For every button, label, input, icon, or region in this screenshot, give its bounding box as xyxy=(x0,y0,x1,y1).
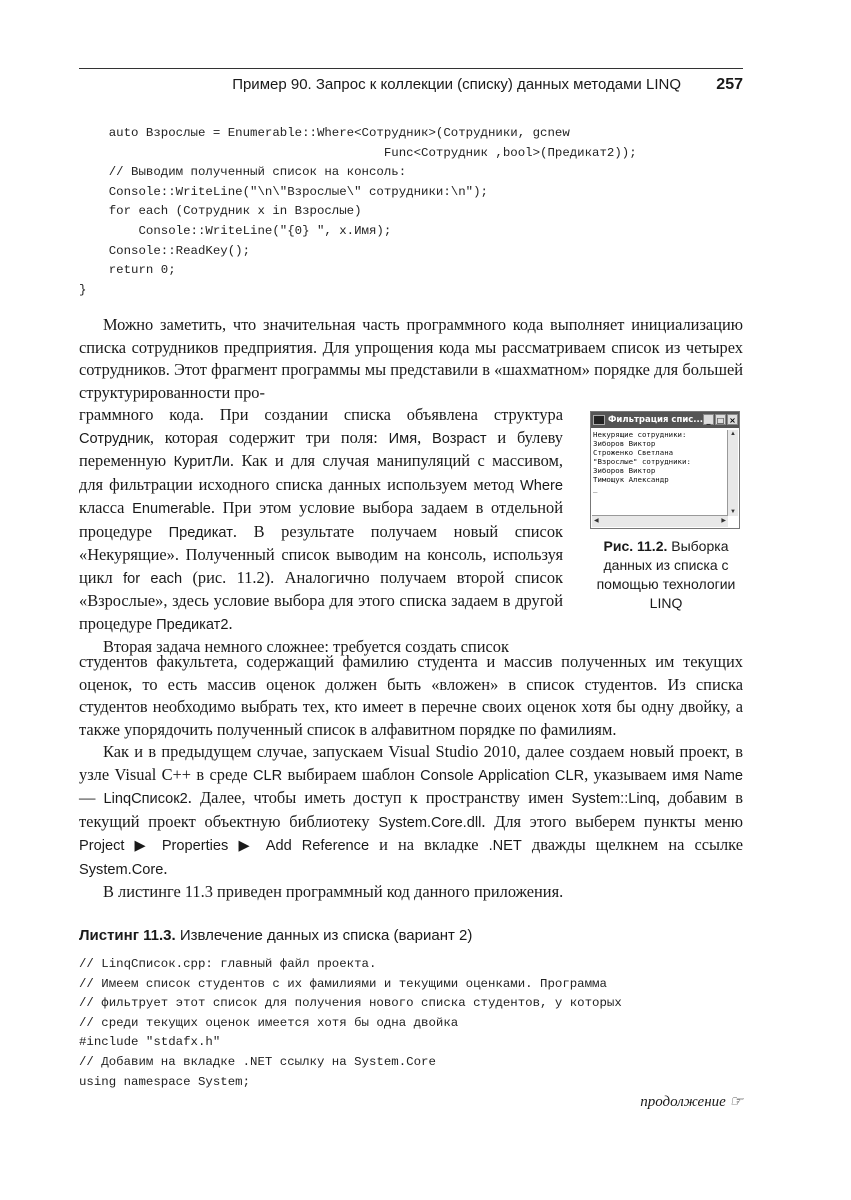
code-line: // фильтрует этот список для получения нового списка студентов, у которых xyxy=(79,996,622,1011)
caption-label: Рис. 11.2. xyxy=(603,538,668,554)
window-titlebar xyxy=(591,412,739,428)
code-line: // Добавим на вкладке .NET ссылку на System.Core xyxy=(79,1054,436,1069)
paragraph-4: В листинге 11.3 приведен программный код данного приложения. xyxy=(103,882,564,901)
code-line: Func<Сотрудник ,bool>(Предикат2)); xyxy=(79,145,637,160)
figure-caption xyxy=(590,537,742,613)
paragraph-text: Можно заметить, что значительная часть программного кода выполняет инициализацию списка сотрудников предприятия. Для упрощения кода мы рассматриваем список из четырех сотрудников. Этот фрагмент программы мы представили в «шахматном» порядке для большей структурированности про- xyxy=(79,315,743,402)
paragraph-2-start: Вторая задача немного сложнее: требуется создать список xyxy=(103,637,509,656)
figure-11-2 xyxy=(590,411,742,613)
running-header xyxy=(79,76,743,98)
code-line: Console::ReadKey(); xyxy=(79,243,251,258)
vertical-scrollbar[interactable] xyxy=(727,430,738,516)
code-line: Console::WriteLine("\n\"Взрослые\" сотрудники:\n"); xyxy=(79,184,488,199)
header-title: Пример 90. Запрос к коллекции (списку) данных методами LINQ xyxy=(232,76,681,93)
scroll-up-icon[interactable]: ▲ xyxy=(730,431,736,437)
code-line: return 0; xyxy=(79,263,176,278)
menu-arrow-icon: ▶ xyxy=(134,838,152,854)
code-line: // LinqСписок.cpp: главный файл проекта. xyxy=(79,957,377,971)
horizontal-scrollbar[interactable] xyxy=(592,515,728,527)
code-line: // среди текущих оценок имеется хотя бы одна двойка xyxy=(79,1015,459,1030)
paragraph-1 xyxy=(79,314,743,404)
header-rule xyxy=(79,68,743,69)
listing-title: Извлечение данных из списка (вариант 2) xyxy=(179,927,473,944)
console-window xyxy=(590,411,740,529)
page-number: 257 xyxy=(716,76,743,93)
continuation-note: продолжение ☞ xyxy=(640,1094,743,1110)
code-line: Console::WriteLine("{0} ", x.Имя); xyxy=(79,223,392,238)
code-line: auto Взрослые = Enumerable::Where<Сотрудник>(Сотрудники, gcnew xyxy=(79,126,570,140)
scroll-left-icon[interactable]: ◀ xyxy=(594,518,599,524)
paragraph-3: Как и в предыдущем случае, запускаем Visual Studio 2010, далее создаем новый проект, в узле Visual C++ в среде CLR выбираем шаблон Console Application CLR, указываем имя Name — LinqСписок2. Далее, чтобы иметь доступ к пространству имен System::Linq, добавим в текущий проект объектную библиотеку System.Core.dll. Для этого выберем пункты меню Project ▶ Properties ▶ Add Reference и на вкладке .NET дважды щелкнем на ссылке System.Core. xyxy=(79,742,744,878)
code-line: #include "stdafx.h" xyxy=(79,1035,221,1050)
maximize-button[interactable]: □ xyxy=(716,416,725,425)
code-line: // Выводим полученный список на консоль: xyxy=(79,165,407,180)
scroll-down-icon[interactable]: ▼ xyxy=(730,509,736,515)
code-line: for each (Сотрудник x in Взрослые) xyxy=(79,204,362,219)
window-title: Фильтрация спис... xyxy=(608,415,703,425)
code-line: } xyxy=(79,282,87,297)
paragraph-2-rest: студентов факультета, содержащий фамилию студента и массив полученных им текущих оценок, то есть массив оценок должен быть «вложен» в список студентов. Из списка студентов необходимо выбрать тех, кто имеет в перечне своих оценок хотя бы одну двойку, а также упорядочить полученный список в алфавитном порядке по фамилиям. xyxy=(79,652,743,739)
menu-arrow-icon: ▶ xyxy=(238,838,256,854)
listing-caption xyxy=(79,927,472,944)
listing-label: Листинг 11.3. xyxy=(79,927,176,944)
console-output: Некурящие сотрудники: Зиборов Виктор Строженко Светлана "Взрослые" сотрудники: Зиборов Виктор Тимощук Александр _ xyxy=(593,430,691,493)
console-icon xyxy=(593,415,605,425)
caption-text: Выборка данных из списка с помощью технологии LINQ xyxy=(596,538,736,611)
code-block-bottom xyxy=(79,955,622,1092)
minimize-button[interactable]: _ xyxy=(703,414,714,425)
code-block-top xyxy=(79,124,637,300)
close-button[interactable]: × xyxy=(727,414,738,425)
paragraph-1-continued xyxy=(79,404,563,659)
code-line: using namespace System; xyxy=(79,1074,251,1089)
scroll-right-icon[interactable]: ▶ xyxy=(721,518,726,524)
paragraph-text: граммного кода. При создании списка объявлена структура Сотрудник, которая содержит три поля: Имя, Возраст и булеву переменную КуритЛи. Как и для случая манипуляций с массивом, для фильтрации исходного списка данных используем метод Where класса Enumerable. При этом условие выбора задаем в отдельной процедуре Предикат. В результате получаем новый список «Некурящие». Полученный список выводим на консоль, используя цикл for each (рис. 11.2). Аналогично получаем второй список «Взрослые», здесь условие выбора для этого списка задаем в другой процедуре Предикат2. xyxy=(79,405,564,633)
body-continued xyxy=(79,651,743,904)
code-line: // Имеем список студентов с их фамилиями и текущими оценками. Программа xyxy=(79,976,607,991)
